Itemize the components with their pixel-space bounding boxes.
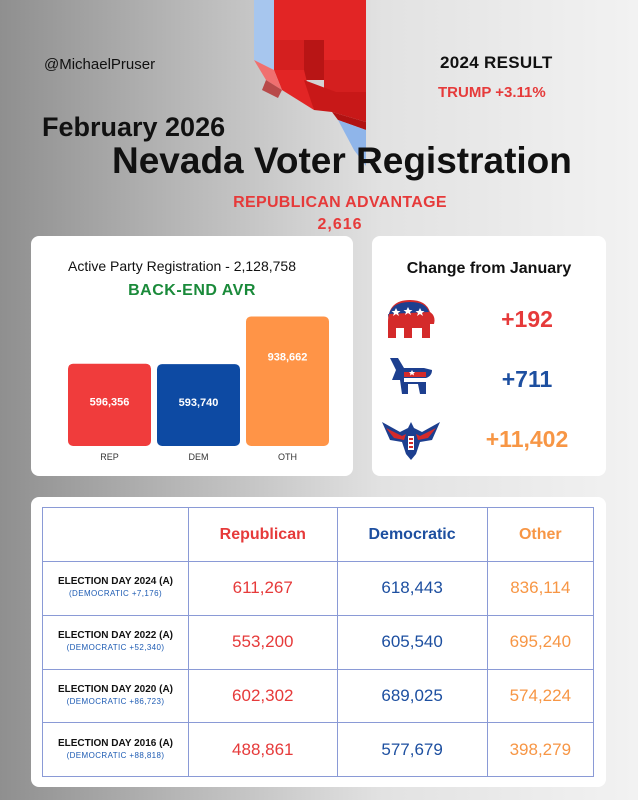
change-title: Change from January: [406, 260, 572, 277]
advantage-label: REPUBLICAN ADVANTAGE: [233, 194, 447, 211]
row-note: (DEMOCRATIC +86,723): [66, 696, 165, 706]
table-header-democratic: Democratic: [337, 508, 487, 562]
cell-democratic: 618,443: [337, 562, 487, 616]
row-note: (DEMOCRATIC +88,818): [66, 750, 165, 760]
cell-other: 836,114: [487, 562, 593, 616]
report-month: February 2026: [42, 112, 226, 142]
table-header-republican: Republican: [189, 508, 338, 562]
row-label: [43, 669, 189, 723]
change-value-democratic: +711: [501, 366, 553, 392]
registration-subtitle: BACK-END AVR: [128, 282, 256, 299]
change-row-democratic: [382, 354, 596, 404]
row-note: (DEMOCRATIC +7,176): [68, 589, 163, 599]
result-value: TRUMP +3.11%: [438, 84, 546, 101]
cell-republican: 611,267: [189, 562, 338, 616]
change-card: [372, 236, 606, 476]
table-header-empty: [43, 508, 189, 562]
page-title: Nevada Voter Registration: [112, 140, 572, 181]
author-handle: @MichaelPruser: [44, 56, 156, 73]
cell-democratic: 605,540: [337, 615, 487, 669]
bar-value-label: 593,740: [178, 397, 219, 410]
registration-card: [31, 236, 353, 476]
table-header-other: Other: [487, 508, 593, 562]
change-row-other: [382, 414, 596, 464]
bar-category-label: DEM: [188, 452, 209, 462]
bar-value-label: 938,662: [267, 351, 308, 364]
row-label-text: ELECTION DAY 2016 (A): [57, 737, 174, 749]
results-card: [31, 497, 606, 787]
row-label-text: ELECTION DAY 2024 (A): [57, 576, 174, 588]
cell-republican: 488,861: [189, 723, 338, 777]
table-row: [43, 669, 594, 723]
eagle-icon: [380, 414, 442, 464]
change-value-other: +11,402: [485, 426, 569, 452]
cell-other: 695,240: [487, 615, 593, 669]
result-title: 2024 RESULT: [440, 53, 553, 72]
cell-republican: 602,302: [189, 669, 338, 723]
change-value-republican: +192: [501, 306, 553, 332]
table-row: [43, 723, 594, 777]
table-row: [43, 562, 594, 616]
table-row: [43, 615, 594, 669]
democratic-donkey-icon: [382, 354, 438, 404]
registration-title: Active Party Registration - 2,128,758: [68, 258, 297, 274]
table-header-row: [43, 508, 594, 562]
registration-bar-chart: [31, 236, 353, 476]
row-label: [43, 723, 189, 777]
change-row-republican: [382, 294, 596, 344]
row-label: [43, 615, 189, 669]
bar-category-label: REP: [100, 452, 119, 462]
bar-category-label: OTH: [278, 452, 297, 462]
republican-elephant-icon: [382, 294, 438, 344]
bar-value-label: 596,356: [89, 396, 130, 409]
results-table: [42, 507, 594, 777]
cell-republican: 553,200: [189, 615, 338, 669]
cell-democratic: 577,679: [337, 723, 487, 777]
row-label: [43, 562, 189, 616]
cell-other: 398,279: [487, 723, 593, 777]
row-label-text: ELECTION DAY 2022 (A): [57, 630, 174, 642]
cell-democratic: 689,025: [337, 669, 487, 723]
cell-other: 574,224: [487, 669, 593, 723]
bar-oth: [246, 316, 329, 446]
row-label-text: ELECTION DAY 2020 (A): [57, 683, 174, 695]
advantage-value: 2,616: [317, 216, 363, 233]
row-note: (DEMOCRATIC +52,340): [66, 643, 165, 653]
